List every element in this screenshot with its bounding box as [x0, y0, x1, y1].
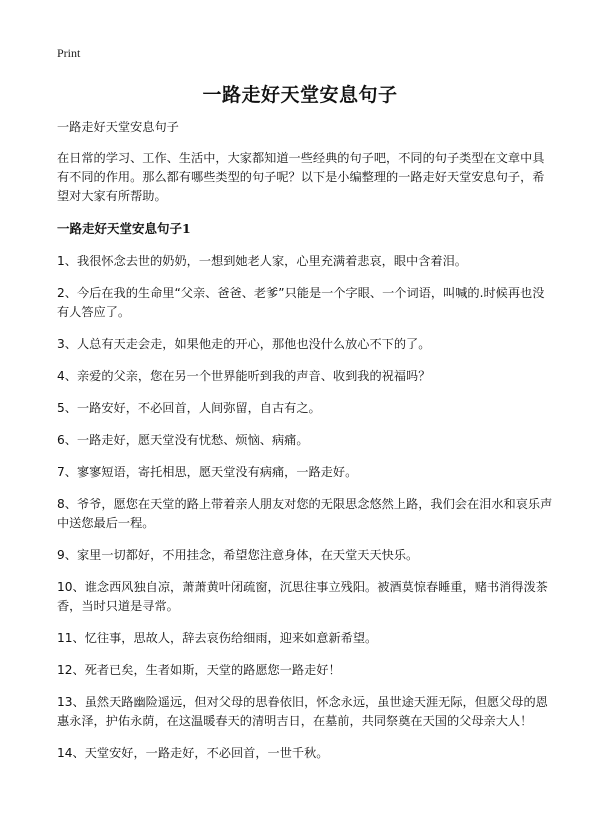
list-item: 12、死者已矣，生者如斯，天堂的路愿您一路走好！	[57, 663, 341, 677]
list-item: 4、亲爱的父亲，您在另一个世界能听到我的声音、收到我的祝福吗？	[57, 369, 431, 383]
list-item: 2、今后在我的生命里“父亲、爸爸、老爹”只能是一个字眼、一个词语，叫喊的.时候再也没有人答应了。	[57, 286, 545, 319]
document-subtitle: 一路走好天堂安息句子	[57, 120, 179, 134]
section-heading: 一路走好天堂安息句子1	[57, 221, 191, 236]
intro-paragraph: 在日常的学习、工作、生活中，大家都知道一些经典的句子吧，不同的句子类型在文章中具有不同的作用。那么都有哪些类型的句子呢？以下是小编整理的一路走好天堂安息句子，希望对大家有所帮助。	[57, 151, 545, 203]
list-item: 6、一路走好，愿天堂没有忧愁、烦恼、病痛。	[57, 433, 309, 447]
document-body	[57, 118, 553, 776]
list-item: 14、天堂安好，一路走好，不必回首，一世千秋。	[57, 746, 329, 760]
list-item: 1、我很怀念去世的奶奶，一想到她老人家，心里充满着悲哀，眼中含着泪。	[57, 254, 467, 268]
list-item: 5、一路安好，不必回首，人间弥留，自古有之。	[57, 401, 321, 415]
list-item: 8、爷爷，愿您在天堂的路上带着亲人朋友对您的无限思念悠然上路，我们会在泪水和哀乐声中送您最后一程。	[57, 497, 553, 530]
list-item: 9、家里一切都好，不用挂念，希望您注意身体，在天堂天天快乐。	[57, 548, 419, 562]
list-item: 3、人总有天走会走，如果他走的开心，那他也没什么放心不下的了。	[57, 337, 431, 351]
list-item: 13、虽然天路幽险遥远，但对父母的思眷依旧，怀念永远，虽世途天涯无际，但愿父母的恩惠永泽，护佑永荫，在这温暖春天的清明吉日，在墓前，共同祭奠在天国的父母亲大人！	[57, 695, 548, 728]
page-title: 一路走好天堂安息句子	[202, 84, 398, 106]
list-item: 11、忆往事，思故人，辞去哀伤给细雨，迎来如意新希望。	[57, 631, 378, 645]
print-link[interactable]: Print	[57, 46, 81, 60]
list-item: 7、寥寥短语，寄托相思，愿天堂没有病痛，一路走好。	[57, 465, 358, 479]
list-item: 10、谁念西风独自凉，萧萧黄叶闭疏窗，沉思往事立残阳。被酒莫惊春睡重，赌书消得泼茶香，当时只道是寻常。	[57, 580, 548, 613]
